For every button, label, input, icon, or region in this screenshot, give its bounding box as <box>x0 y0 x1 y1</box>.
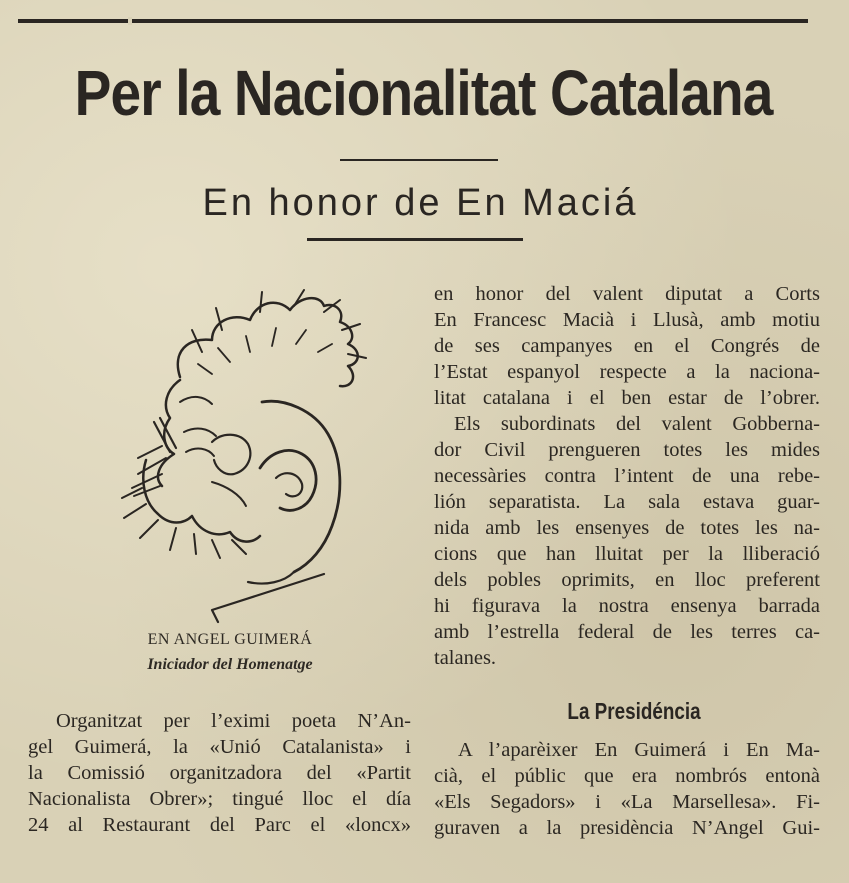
text-line: Organitzat per l’eximi poeta N’An- <box>56 710 411 732</box>
text-line: A l’aparèixer En Guimerá i En Ma- <box>458 739 820 761</box>
top-rule <box>18 19 808 23</box>
subheadline-divider <box>307 238 523 241</box>
text-line: gel Guimerá, la «Unió Catalanista» i <box>28 736 411 758</box>
headline: Per la Nacionalitat Catalana <box>74 57 773 129</box>
text-line: amb l’estrella federal de les terres ca- <box>434 621 820 643</box>
text-line: cià, el públic que era nombrós entonà <box>434 765 820 787</box>
text-line: dor Civil prengueren totes les mides <box>434 439 820 461</box>
text-line: cions que han lluitat per la lliberació <box>434 543 820 565</box>
text-line: necessàries contra l’intent de una rebe- <box>434 465 820 487</box>
text-line: Nacionalista Obrer»; tingué lloc el día <box>28 788 411 810</box>
text-line: talanes. <box>434 647 497 669</box>
right-column <box>434 281 820 671</box>
text-line: «Els Segadors» i «La Marsellesa». Fi- <box>434 791 820 813</box>
section-body <box>434 737 820 841</box>
text-line: la Comissió organitzadora del «Partit <box>28 762 411 784</box>
text-line: hi figurava la nostra ensenya barrada <box>434 595 820 617</box>
text-line: En Francesc Macià i Llusà, amb motiu <box>434 309 820 331</box>
text-line: guraven a la presidència N’Angel Gui- <box>434 817 820 839</box>
left-column <box>28 708 411 838</box>
section-heading: La Presidéncia <box>567 698 701 724</box>
caption-name: EN ANGEL GUIMERÁ <box>147 631 313 648</box>
text-line: lión separatista. La sala estava guar- <box>434 491 820 513</box>
text-line: en honor del valent diputat a Corts <box>434 283 820 305</box>
headline-divider <box>340 159 498 161</box>
top-rule-gap <box>128 17 132 25</box>
text-line: l’Estat espanyol respecte a la naciona- <box>434 361 820 383</box>
text-line: 24 al Restaurant del Parc el «loncx» <box>28 814 411 836</box>
text-line: litat catalana i el ben estar de l’obrer. <box>434 387 820 409</box>
subheadline: En honor de En Maciá <box>202 182 639 224</box>
caption-role: Iniciador del Homenatge <box>147 656 313 673</box>
caricature-portrait <box>62 282 382 632</box>
text-line: de ses campanyes en el Congrés de <box>434 335 820 357</box>
text-line: Els subordinats del valent Gobberna- <box>454 413 820 435</box>
text-line: dels pobles oprimits, en lloc preferent <box>434 569 820 591</box>
text-line: nida amb les ensenyes de totes les na- <box>434 517 820 539</box>
